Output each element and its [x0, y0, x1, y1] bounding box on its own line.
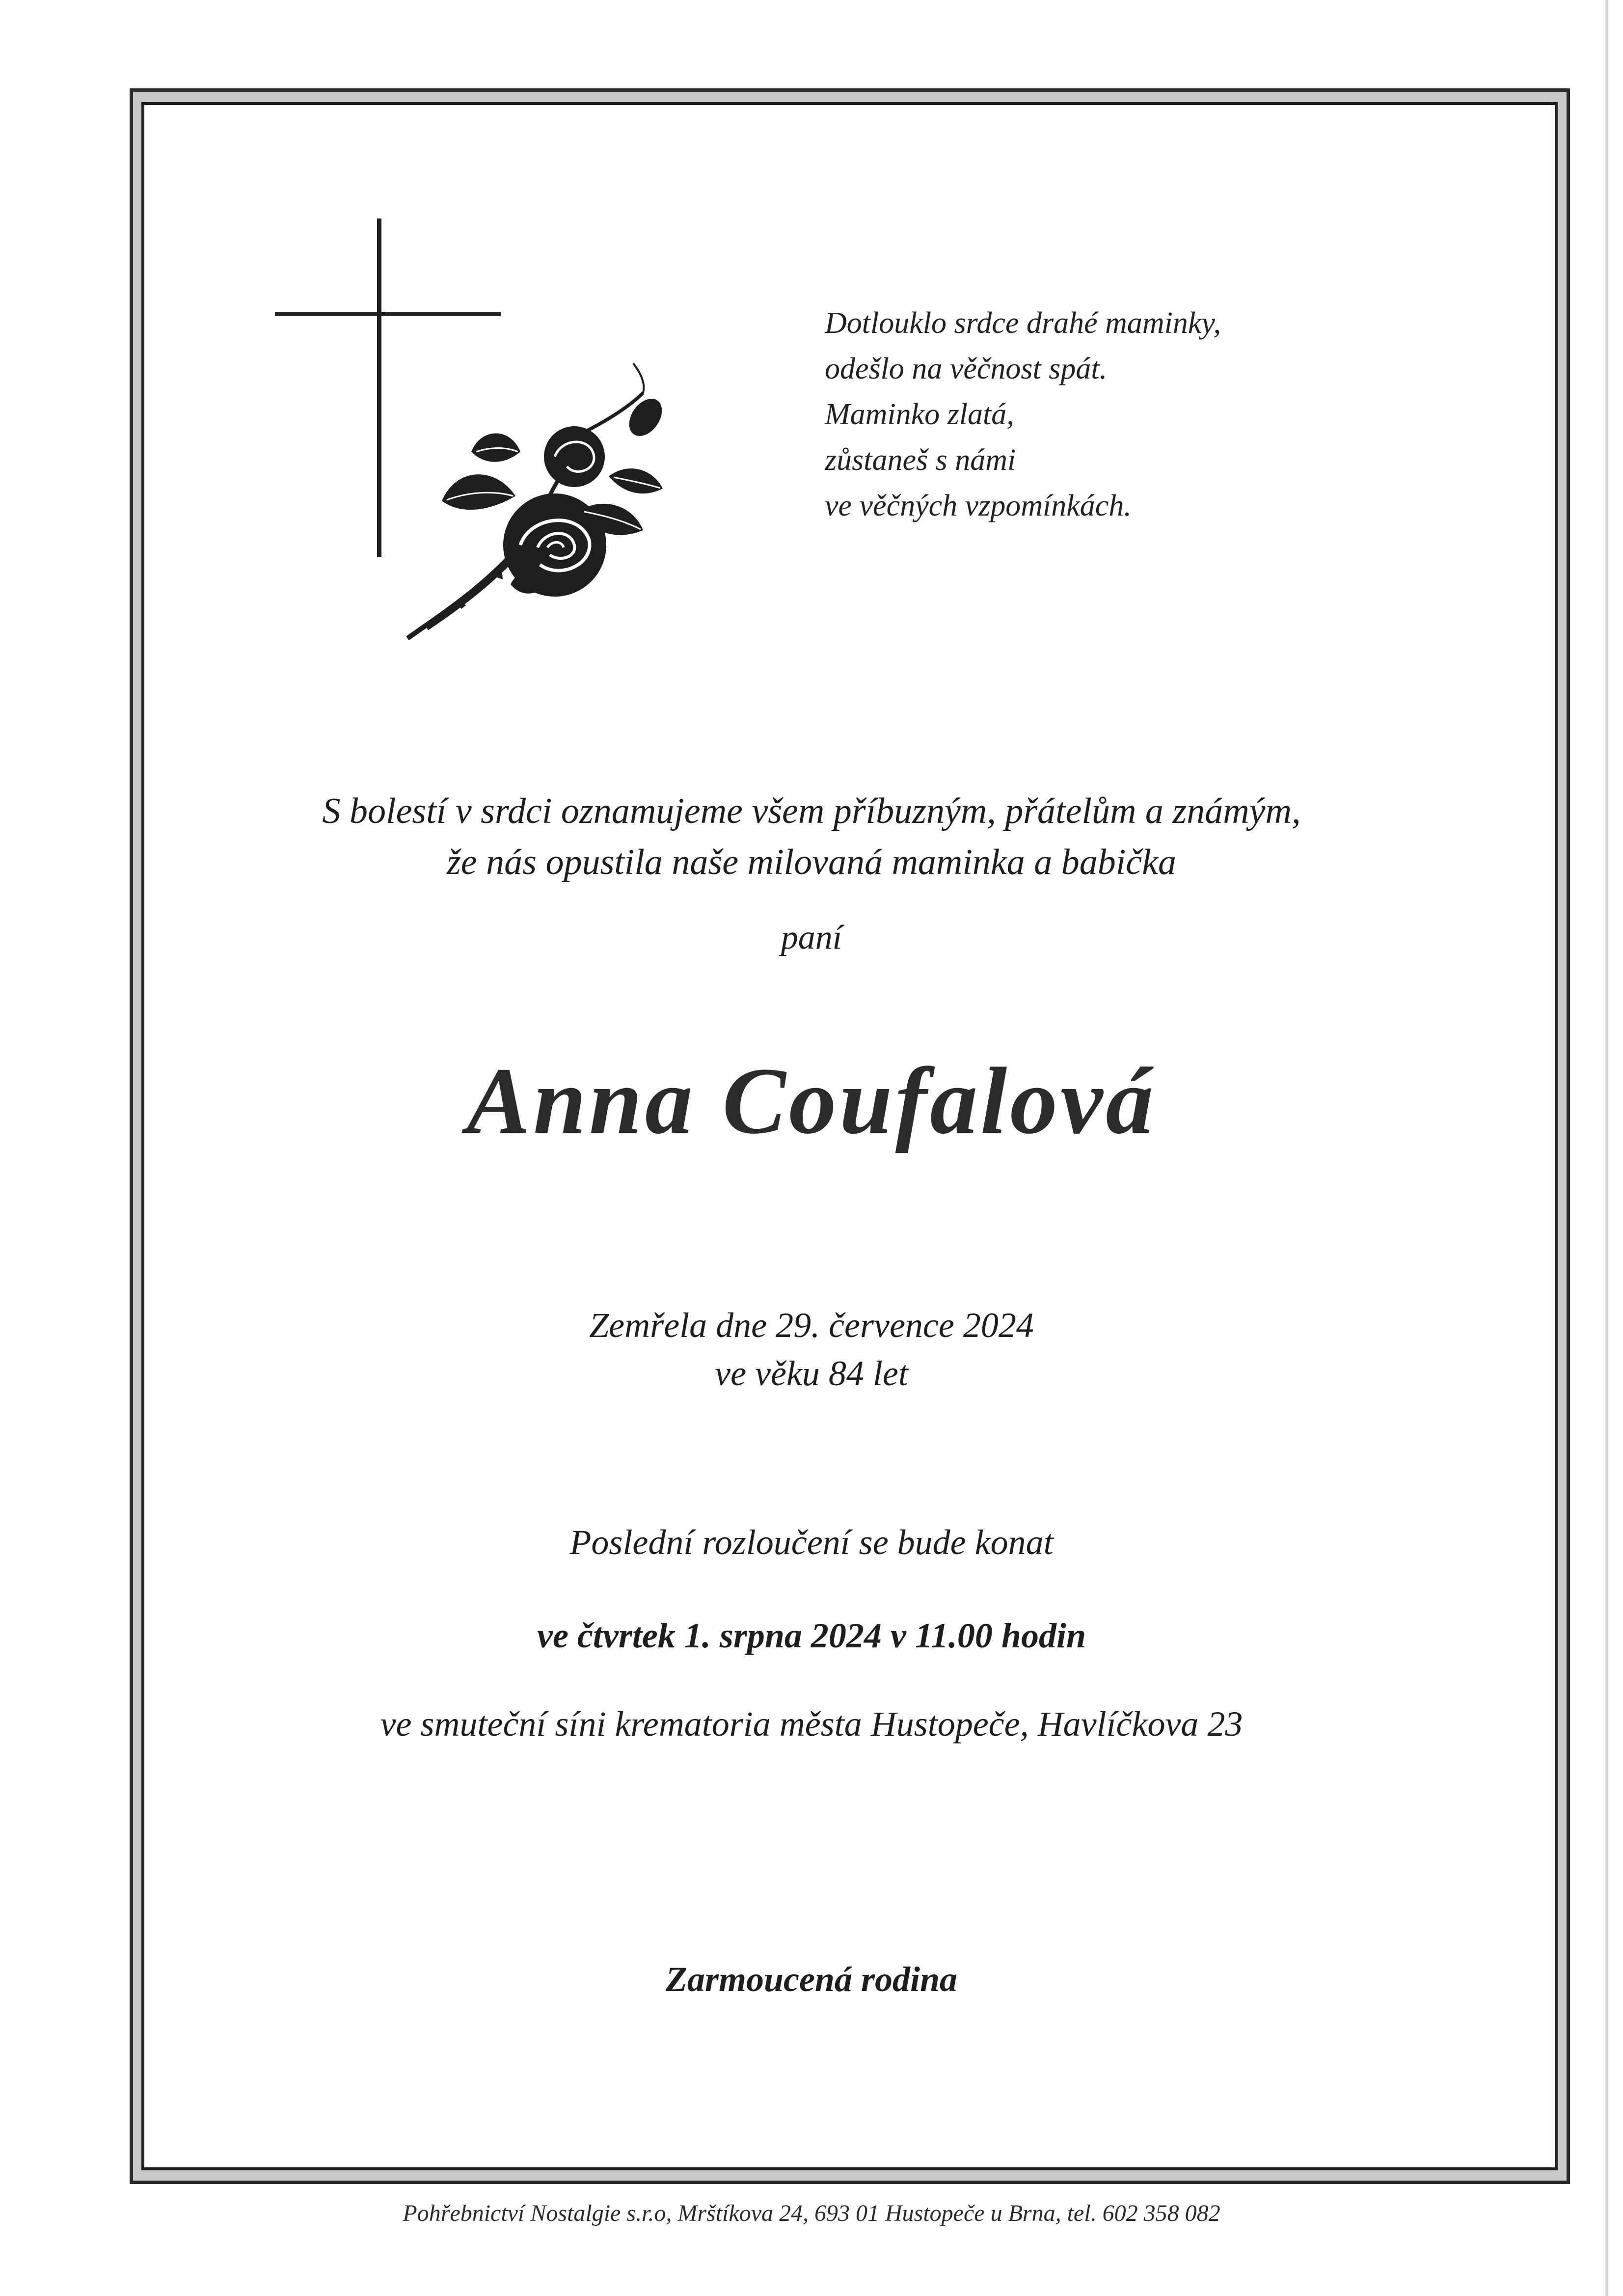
poem-line: ve věčných vzpomínkách. — [825, 489, 1132, 522]
announcement-line-1: S bolestí v srdci oznamujeme všem příbuzným, přátelům a známým, — [322, 791, 1301, 831]
announcement-line-2: že nás opustila naše milovaná maminka a babička — [447, 842, 1176, 882]
deceased-name: Anna Coufalová — [466, 1048, 1157, 1153]
farewell-place: ve smuteční síni krematoria města Hustopeče, Havlíčkova 23 — [380, 1704, 1243, 1744]
death-info — [0, 1301, 1623, 1397]
farewell-intro: Poslední rozloučení se bude konat — [569, 1523, 1054, 1562]
announcement — [0, 786, 1623, 888]
honorific: paní — [781, 919, 842, 957]
poem-line: Dotlouklo srdce drahé maminky, — [825, 306, 1221, 340]
death-date: Zemřela dne 29. července 2024 — [589, 1306, 1034, 1345]
poem-line: Maminko zlatá, — [825, 398, 1014, 431]
signature: Zarmoucená rodina — [665, 1960, 958, 1999]
funeral-home-footer: Pohřebnictví Nostalgie s.r.o, Mrštíkova 24, 693 01 Hustopeče u Brna, tel. 602 358 082 — [403, 2200, 1220, 2226]
memorial-poem — [825, 301, 1463, 529]
death-age: ve věku 84 let — [715, 1354, 908, 1393]
rose-icon — [398, 354, 702, 648]
farewell-datetime: ve čtvrtek 1. srpna 2024 v 11.00 hodin — [537, 1616, 1086, 1655]
poem-line: odešlo na věčnost spát. — [825, 352, 1108, 385]
poem-line: zůstaneš s námi — [825, 443, 1016, 477]
